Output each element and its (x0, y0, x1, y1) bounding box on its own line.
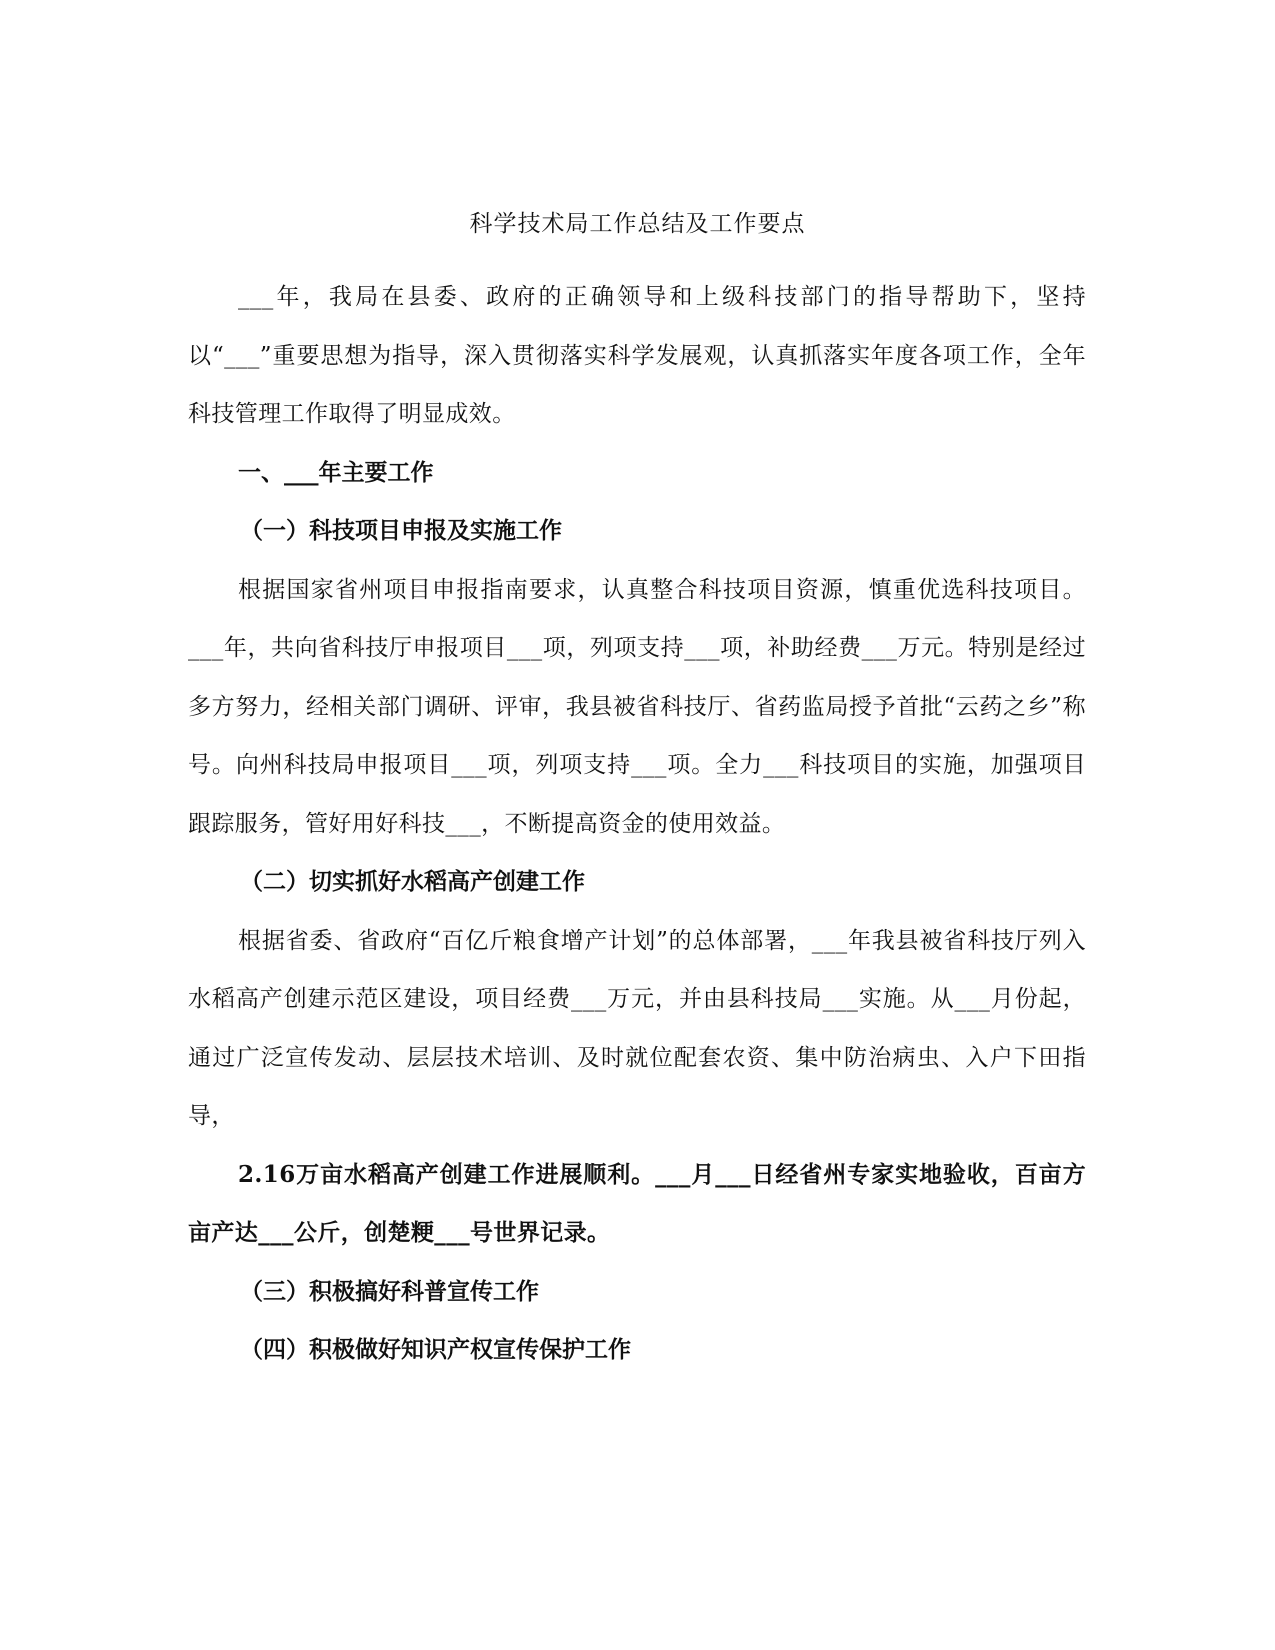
subheading-intellectual-property: （四）积极做好知识产权宣传保护工作 (240, 1336, 631, 1363)
subheading-rice-yield: （二）切实抓好水稻高产创建工作 (240, 868, 585, 895)
subheading-science-popularization: （三）积极搞好科普宣传工作 (240, 1277, 539, 1305)
rice-yield-bold-paragraph: 2.16万亩水稻高产创建工作进展顺利。___月___日经省州专家实地验收，百亩方亩产达___公斤，创楚粳___号世界记录。 (188, 1160, 1086, 1246)
subheading-project-application: （一）科技项目申报及实施工作 (240, 517, 562, 544)
section-heading-main-work: 一、___年主要工作 (238, 458, 434, 486)
rice-yield-paragraph: 根据省委、省政府“百亿斤粮食增产计划”的总体部署，___年我县被省科技厅列入水稻高产创建示范区建设，项目经费___万元，并由县科技局___实施。从___月份起，通过广泛宣传发动、层层技术培训、及时就位配套农资、集中防治病虫、入户下田指导， (188, 927, 1086, 1129)
document-body (188, 268, 1086, 1380)
intro-paragraph: ___年，我局在县委、政府的正确领导和上级科技部门的指导帮助下，坚持以“___”重要思想为指导，深入贯彻落实科学发展观，认真抓落实年度各项工作，全年科技管理工作取得了明显成效。 (188, 284, 1086, 427)
project-application-paragraph: 根据国家省州项目申报指南要求，认真整合科技项目资源，慎重优选科技项目。___年，共向省科技厅申报项目___项，列项支持___项，补助经费___万元。特别是经过多方努力，经相关部门调研、评审，我县被省科技厅、省药监局授予首批“云药之乡”称号。向州科技局申报项目___项，列项支持___项。全力___科技项目的实施，加强项目跟踪服务，管好用好科技___，不断提高资金的使用效益。 (188, 576, 1086, 837)
document-title: 科学技术局工作总结及工作要点 (469, 211, 806, 237)
